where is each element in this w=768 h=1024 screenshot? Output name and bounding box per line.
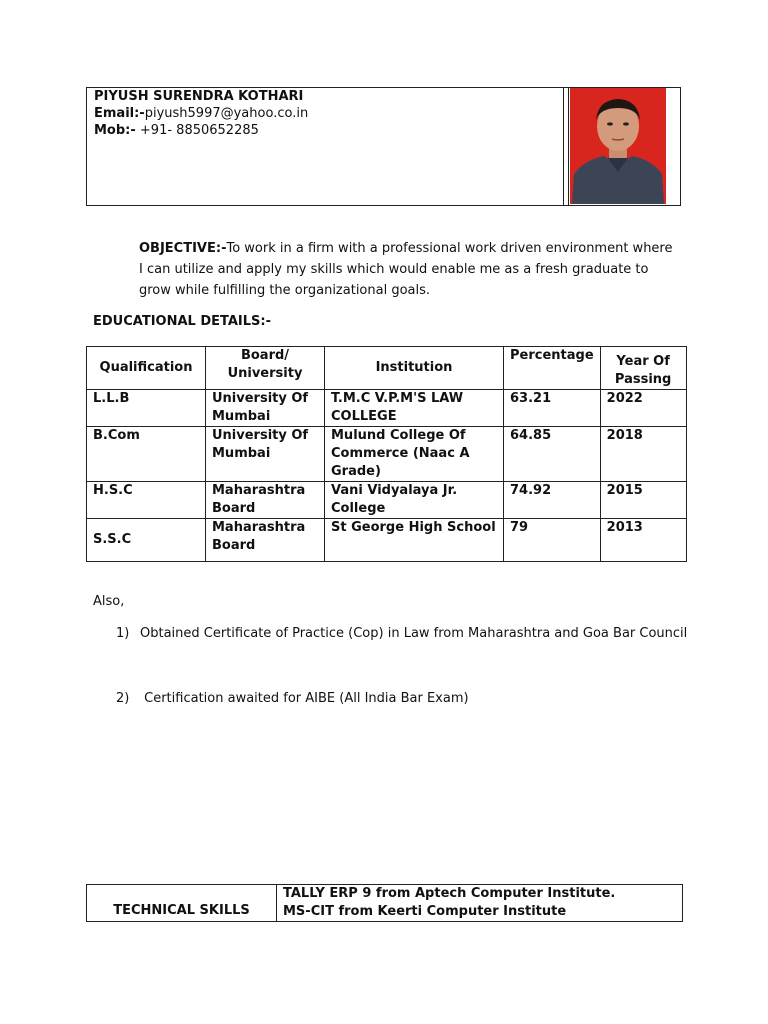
skills-table: [86, 884, 683, 922]
objective-text: To work in a firm with a professional work driven environment where I can utilize and apply my skills which would enable me as a fresh graduate to grow while fulfilling the organizational goals.: [139, 241, 673, 298]
email-value: piyush5997@yahoo.co.in: [144, 106, 309, 121]
list-text: Obtained Certificate of Practice (Cop) in Law from Maharashtra and Goa Bar Council: [140, 626, 688, 641]
education-table: [86, 346, 687, 562]
table-cell: 79: [504, 519, 601, 562]
profile-photo-image: [570, 88, 666, 204]
table-cell: 2022: [600, 390, 686, 427]
mobile-label: Mob:-: [94, 123, 136, 138]
table-cell: Maharashtra Board: [206, 519, 325, 562]
objective-section: [139, 238, 679, 301]
list-text: Certification awaited for AIBE (All India Bar Exam): [140, 691, 469, 706]
table-cell: Vani Vidyalaya Jr. College: [325, 482, 504, 519]
table-cell: Mulund College Of Commerce (Naac A Grade): [325, 427, 504, 482]
list-number: 1): [116, 626, 130, 641]
table-cell: University Of Mumbai: [206, 427, 325, 482]
table-cell: 63.21: [504, 390, 601, 427]
table-cell: Maharashtra Board: [206, 482, 325, 519]
email-line: [94, 106, 308, 121]
mobile-value: +91- 8850652285: [135, 123, 259, 138]
table-cell: L.L.B: [87, 390, 206, 427]
table-cell: T.M.C V.P.M'S LAW COLLEGE: [325, 390, 504, 427]
email-label: Email:-: [94, 106, 145, 121]
table-cell: 2015: [600, 482, 686, 519]
table-cell: University Of Mumbai: [206, 390, 325, 427]
table-cell: 2013: [600, 519, 686, 562]
table-row: [87, 885, 683, 922]
header-divider: [563, 87, 564, 206]
list-item: [116, 626, 687, 641]
skill-item: MS-CIT from Keerti Computer Institute: [283, 904, 567, 919]
header-divider: [568, 87, 569, 206]
skill-item: TALLY ERP 9 from Aptech Computer Institute.: [283, 886, 616, 901]
education-heading: EDUCATIONAL DETAILS:-: [93, 314, 271, 329]
table-row: [87, 390, 687, 427]
column-header: Board/ University: [206, 347, 325, 390]
table-row: [87, 427, 687, 482]
column-header: Institution: [325, 347, 504, 390]
table-cell: 2018: [600, 427, 686, 482]
column-header: Year Of Passing: [600, 347, 686, 390]
objective-label: OBJECTIVE:-: [139, 241, 227, 256]
table-cell: B.Com: [87, 427, 206, 482]
column-header: Qualification: [87, 347, 206, 390]
also-label: Also,: [93, 594, 125, 609]
table-cell: H.S.C: [87, 482, 206, 519]
table-cell: 64.85: [504, 427, 601, 482]
mobile-line: [94, 123, 259, 138]
table-cell: S.S.C: [87, 519, 206, 562]
table-row: [87, 519, 687, 562]
candidate-name: PIYUSH SURENDRA KOTHARI: [94, 89, 304, 104]
table-cell: St George High School: [325, 519, 504, 562]
table-row: [87, 482, 687, 519]
column-header: Percentage: [504, 347, 601, 390]
skills-label: TECHNICAL SKILLS: [87, 885, 277, 922]
list-number: 2): [116, 691, 130, 706]
list-item: [116, 691, 469, 706]
profile-photo: [570, 88, 666, 204]
table-cell: 74.92: [504, 482, 601, 519]
table-header-row: [87, 347, 687, 390]
skills-content: [277, 885, 683, 922]
